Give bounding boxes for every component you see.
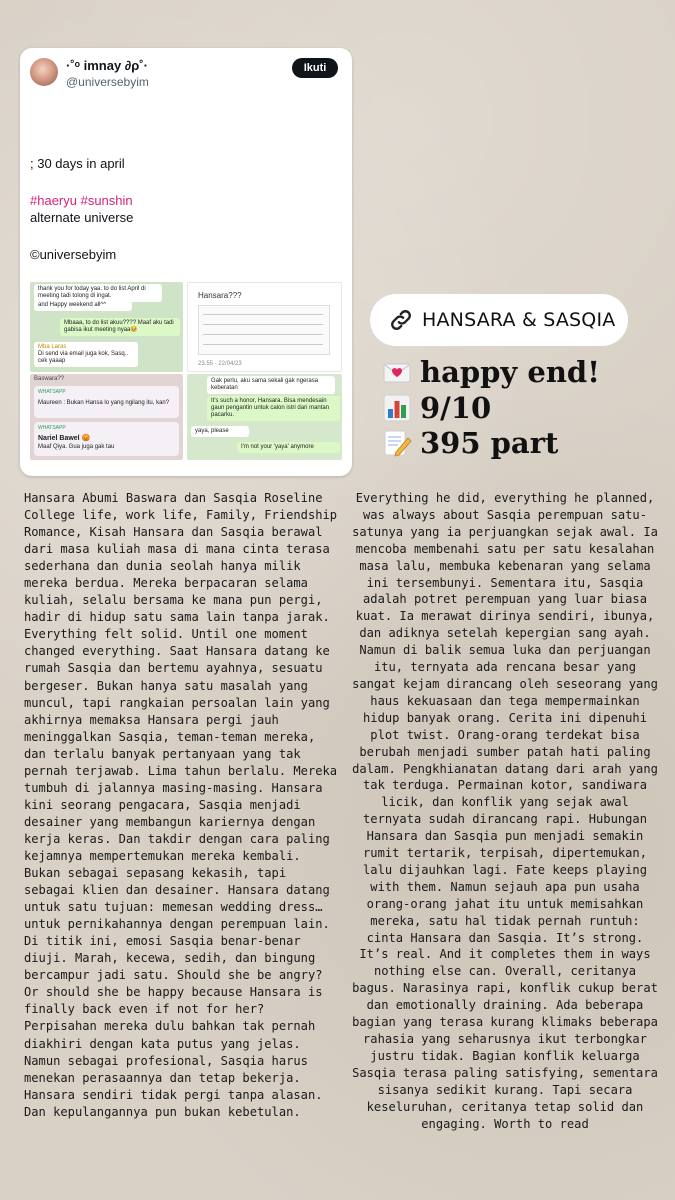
synopsis-text: Hansara Abumi Baswara dan Sasqia Roseline College life, work life, Family, Friendship Romance, Kisah Hansara dan Sasqia berawal dari masa kuliah masa di mana cinta terasa sederhana dan dunia seolah hanya milik mereka berdua. Mereka berpacaran selama kuliah, selalu bersama ke mana pun pergi, hadir di hidup satu sama lain tanpa jarak. Everything felt solid. Until one moment changed everything. Saat Hansara datang ke rumah Sasqia dan bertemu ayahnya, sesuatu bergeser. Bukan hanya satu masalah yang muncul, tapi rangkaian persoalan lain yang akhirnya memaksa Hansara pergi jauh meninggalkan Sasqia, teman-teman mereka, dan terlalu banyak pertanyaan yang tak pernah terjawab. Lima tahun berlalu. Mereka tumbuh di jalannya masing-masing. Hansara kini seorang pengacara, Sasqia menjadi desainer yang membangun kariernya dengan kerja keras. Dan takdir dengan cara paling kejamnya mempertemukan mereka kembali. Bukan sebagai sepasang kekasih, tapi sebagai klien dan desainer. Hansara datang untuk satu tujuan: memesan wedding dress… untuk pernikahannya dengan perempuan lain. Di titik ini, emosi Sasqia benar-benar diuji. Marah, kecewa, sedih, dan bingung bercampur jadi satu. Should she be angry? Or should she be happy because Hansara is finally back even if not for her? Perpisahan mereka dulu bahkan tak pernah diakhiri dengan kata putus yang jelas. Namun sebagai profesional, Sasqia harus menekan perasaannya dan tetap bekerja. Hansara sendiri tidak pergi tanpa alasan. Dan kepulangannya pun bukan kebetulan. bbox=[24, 491, 338, 1119]
tweet-line-3: alternate universe bbox=[30, 210, 134, 225]
notification-card bbox=[34, 386, 179, 418]
notification-app: WHATSAPP bbox=[38, 389, 66, 395]
stat-rating bbox=[382, 391, 491, 425]
tweet-media-grid[interactable] bbox=[30, 282, 342, 462]
media-chat-screenshot-3[interactable] bbox=[30, 374, 183, 460]
review-text: Everything he did, everything he planned, was always about Sasqia perempuan satu-satunya yang ia perjuangkan sejak awal. Ia mencoba membenahi satu per satu kesalahan masa lalu, membuka kebenaran yang selama ini tersembunyi. Sementara itu, Sasqia adalah potret perempuan yang luar biasa kuat. Ia merawat dirinya sendiri, ibunya, dan adiknya setelah kepergian sang ayah. Namun di balik semua luka dan perjuangan itu, ternyata ada rencana besar yang sangat kejam dirancang oleh seseorang yang haus kekuasaan dan tega mempermainkan hidup banyak orang. Cerita ini dipenuhi plot twist. Orang-orang terdekat bisa berubah menjadi sumber patah hati paling dalam. Pengkhianatan datang dari arah yang tak terduga. Permainan kotor, sandiwara licik, dan konflik yang sejak awal ternyata sudah dirancang rapi. Hubungan Hansara dan Sasqia pun menjadi semakin rumit tertarik, terpisah, dipertemukan, lalu dijauhkan lagi. Fate keeps playing with them. Namun sejauh apa pun usaha orang-orang jahat itu untuk memisahkan mereka, satu hal tidak pernah runtuh: cinta Hansara dan Sasqia. It’s strong. It’s real. And it completes them in ways nothing else can. Overall, ceritanya bagus. Narasinya rapi, konflik cukup berat dan emotionally draining. Ada beberapa bagian yang terasa kurang klimaks beberapa rahasia yang seharusnya ikut terbongkar justru tidak. Bagian konflik keluarga Sasqia terasa paling satisfying, sementara sisanya sedikit kurang. Tapi secara keseluruhan, ceritanya tetap solid dan engaging. Worth to read bbox=[352, 491, 658, 1131]
notification-sender: Nariel Bawel 😡 bbox=[38, 435, 91, 442]
bar-chart-icon bbox=[382, 393, 412, 423]
story-title: HANSARA & SASQIA bbox=[422, 309, 616, 331]
chat-bubble: thank you for today yaa. to do list April di meeting tadi tolong di ingat. bbox=[34, 284, 162, 302]
tweet-line-4: ©universebyim bbox=[30, 247, 117, 262]
avatar[interactable] bbox=[30, 58, 58, 86]
chat-text: Hansara??? bbox=[198, 291, 242, 300]
notification-app: WHATSAPP bbox=[38, 425, 66, 431]
display-name[interactable]: ·˚ᵒ imnay ∂ρ˚· bbox=[66, 58, 148, 73]
chat-text: Di send via email juga kok, Sasq.. cek yaaap bbox=[38, 351, 129, 364]
link-icon bbox=[388, 307, 414, 333]
memo-icon bbox=[382, 428, 412, 458]
notification-card bbox=[34, 422, 179, 456]
media-chat-screenshot-2[interactable] bbox=[187, 282, 342, 372]
document-preview bbox=[198, 305, 330, 355]
chat-bubble: Gak perlu, aku sama sekali gak ngerasa keberatan bbox=[207, 376, 335, 394]
love-letter-icon bbox=[382, 357, 412, 387]
tweet-line-1: ; 30 days in april bbox=[30, 156, 125, 171]
chat-bubble bbox=[34, 342, 138, 367]
stat-ending bbox=[382, 355, 600, 389]
notification-text: Maureen : Bukan Hansa lo yang ngilang itu, kan? bbox=[38, 400, 170, 406]
follow-button[interactable]: Ikuti bbox=[292, 58, 338, 78]
tweet-card[interactable] bbox=[20, 48, 352, 476]
user-handle[interactable]: @universebyim bbox=[66, 75, 149, 89]
chat-bubble: and Happy weekend all^^ bbox=[34, 300, 132, 311]
tweet-hashtags[interactable]: #haeryu #sunshin bbox=[30, 193, 133, 208]
chat-bubble: It's such a honor, Hansara. Bisa mendesain gaun pengantin untuk calon istri dari mantan pacarku. bbox=[207, 396, 340, 421]
stat-parts bbox=[382, 426, 558, 460]
title-pill bbox=[370, 294, 628, 346]
media-chat-screenshot-4[interactable] bbox=[187, 374, 342, 460]
stat-parts-text: 395 part bbox=[420, 426, 559, 460]
chat-timestamp: 23.55 · 22/04/23 bbox=[198, 361, 242, 367]
notification-text: Maaf Qiya. Gua juga gak tau bbox=[38, 444, 115, 450]
chat-bubble: I'm not your 'yaya' anymore bbox=[237, 442, 340, 453]
chat-bubble: Mbaaa, to do list akuu???? Maaf aku tadi gabisa ikut meeting nyaa🥹 bbox=[60, 318, 180, 336]
media-chat-screenshot-1[interactable] bbox=[30, 282, 183, 372]
chat-text: Baswara?? bbox=[34, 376, 65, 382]
stat-rating-text: 9/10 bbox=[420, 391, 492, 425]
chat-bubble: yaya, please bbox=[191, 426, 249, 437]
chat-sender: Mba Laras bbox=[38, 344, 67, 350]
stat-ending-text: happy end! bbox=[420, 355, 600, 389]
